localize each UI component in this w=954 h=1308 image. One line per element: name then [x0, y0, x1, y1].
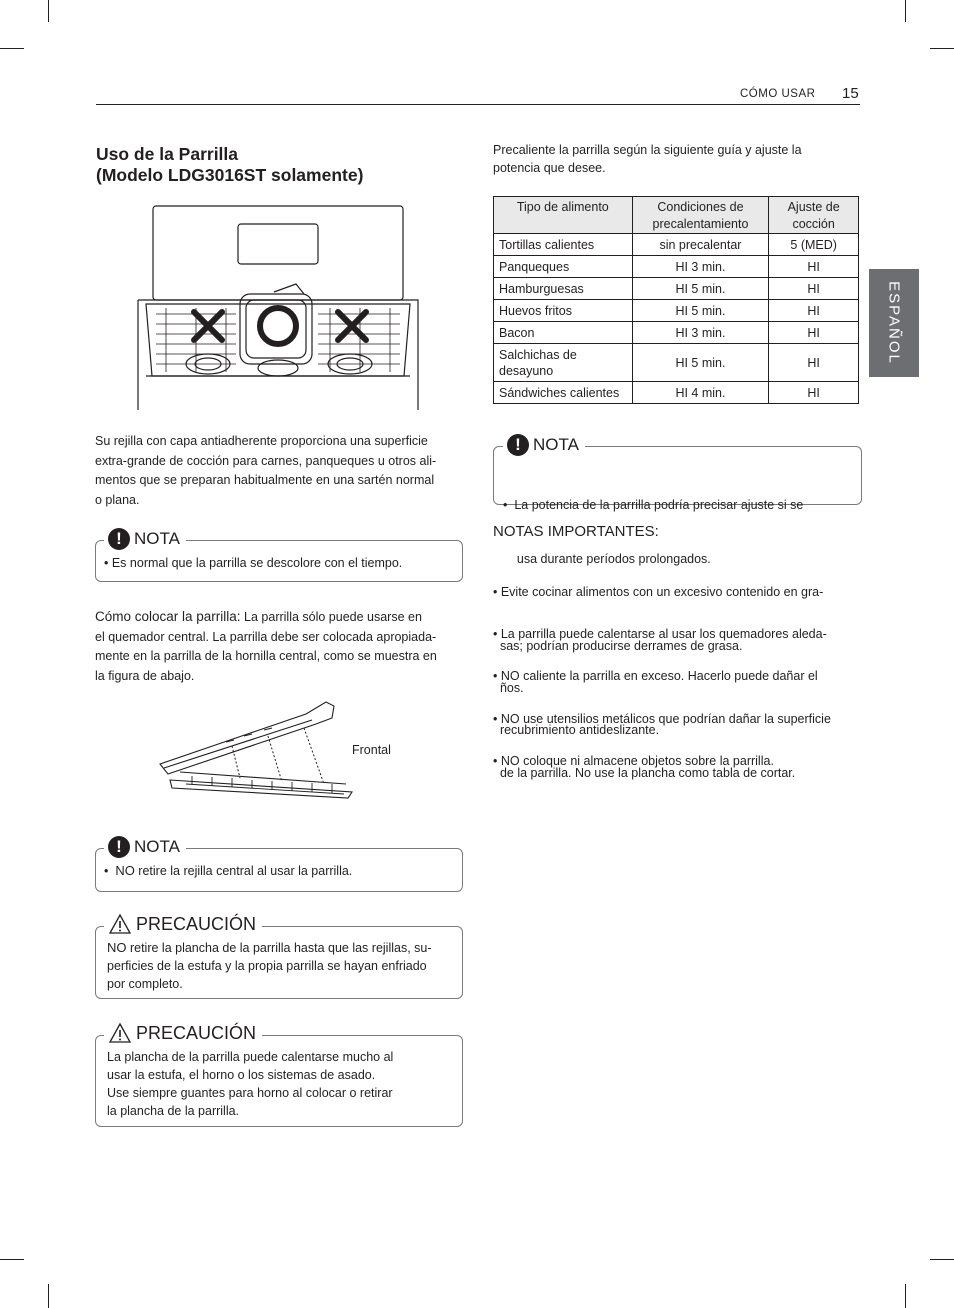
- list-item-line: • La parrilla puede calentarse al usar los quemadores aleda-: [493, 627, 827, 641]
- caution-line: la plancha de la parrilla.: [107, 1104, 240, 1118]
- crop-mark: [0, 1259, 24, 1260]
- language-tab: [869, 269, 919, 377]
- intro-line: extra-grande de cocción para carnes, panqueques u otros ali-: [95, 453, 437, 468]
- table-row: [494, 344, 859, 382]
- table-row: [494, 300, 859, 322]
- list-item-line: • NO use utensilios metálicos que podrían dañar la superficie: [493, 712, 831, 726]
- title-line-1: Uso de la Parrilla: [96, 144, 239, 164]
- table-cell: HI: [769, 322, 859, 344]
- preheat-intro-line: Precaliente la parrilla según la siguiente guía y ajuste la: [493, 143, 802, 157]
- table-cell: sin precalentar: [632, 234, 769, 256]
- placement-line: la figura de abajo.: [95, 668, 195, 683]
- table-cell: HI: [769, 382, 859, 404]
- table-cell: Panqueques: [494, 256, 633, 278]
- exclamation-icon: !: [108, 836, 130, 858]
- figure-label: Frontal: [352, 743, 391, 757]
- caution-line: perficies de la estufa y la propia parrilla se hayan enfriado: [107, 959, 427, 973]
- table-header-cell: Tipo de alimento: [494, 197, 633, 234]
- note-line: usa durante períodos prolongados.: [503, 552, 711, 566]
- crop-mark: [905, 1284, 906, 1308]
- preheat-table: [493, 196, 859, 404]
- exclamation-icon: !: [108, 528, 130, 550]
- note-text: • NO retire la rejilla central al usar la parrilla.: [104, 863, 353, 878]
- table-cell: HI 4 min.: [632, 382, 769, 404]
- table-row: [494, 234, 859, 256]
- caution-heading: [104, 913, 262, 935]
- caution-line: Use siempre guantes para horno al colocar o retirar: [107, 1086, 393, 1100]
- table-cell: HI 3 min.: [632, 322, 769, 344]
- caution-label: PRECAUCIÓN: [136, 1022, 257, 1043]
- note-heading: [104, 836, 186, 858]
- title-line-2: (Modelo LDG3016ST solamente): [96, 165, 364, 185]
- crop-mark: [930, 1259, 954, 1260]
- note-heading: [104, 528, 186, 550]
- intro-line: Su rejilla con capa antiadherente proporciona una superficie: [95, 434, 428, 448]
- header-rule: [96, 104, 860, 105]
- table-cell: HI 5 min.: [632, 278, 769, 300]
- placement-line: La parrilla sólo puede usarse en: [240, 610, 422, 624]
- table-cell: Hamburguesas: [494, 278, 633, 300]
- placement-paragraph: [95, 607, 437, 686]
- crop-mark: [905, 0, 906, 22]
- placement-line: el quemador central. La parrilla debe ser colocada apropiada-: [95, 629, 437, 644]
- caution-heading: [104, 1022, 262, 1044]
- note-label: NOTA: [533, 435, 579, 454]
- table-row: [494, 382, 859, 404]
- caution-emphasis: NO: [107, 940, 127, 955]
- grill-placement-illustration: [156, 698, 356, 800]
- table-cell: 5 (MED): [769, 234, 859, 256]
- table-header-row: [494, 197, 859, 234]
- list-item-line: • NO coloque ni almacene objetos sobre la parrilla.: [493, 754, 774, 768]
- table-header-cell: Condiciones de precalentamiento: [632, 197, 769, 234]
- table-cell: HI 5 min.: [632, 300, 769, 322]
- placement-heading: Cómo colocar la parrilla:: [95, 609, 241, 624]
- list-item-line: de la parrilla. No use la plancha como tabla de cortar.: [493, 766, 796, 780]
- note-text-rest: retire la rejilla central al usar la parrilla.: [134, 864, 353, 878]
- caution-label: PRECAUCIÓN: [136, 913, 257, 934]
- language-tab-label: ESPAÑOL: [885, 281, 903, 365]
- table-row: [494, 256, 859, 278]
- table-cell: Sándwiches calientes: [494, 382, 633, 404]
- table-cell: Huevos fritos: [494, 300, 633, 322]
- table-cell: HI: [769, 256, 859, 278]
- table-cell: Tortillas calientes: [494, 234, 633, 256]
- crop-mark: [0, 48, 24, 49]
- caution-line: usar la estufa, el horno o los sistemas de asado.: [107, 1068, 376, 1082]
- list-item-line: • Evite cocinar alimentos con un excesivo contenido en gra-: [493, 585, 824, 599]
- table-row: [494, 322, 859, 344]
- table-cell: HI: [769, 278, 859, 300]
- note-heading: [503, 434, 585, 456]
- section-label: CÓMO USAR: [740, 88, 816, 100]
- table-cell: Salchichas de desayuno: [494, 344, 633, 382]
- table-cell: HI: [769, 300, 859, 322]
- table-cell: HI: [769, 344, 859, 382]
- note-emphasis: NO: [115, 863, 135, 878]
- warning-triangle-icon: [108, 913, 132, 935]
- exclamation-icon: !: [507, 434, 529, 456]
- crop-mark: [48, 0, 49, 22]
- page-title: [96, 144, 363, 186]
- list-item: [493, 716, 774, 788]
- table-header-cell: Ajuste de cocción: [769, 197, 859, 234]
- page-number: 15: [842, 85, 859, 102]
- list-item-line: • NO caliente la parrilla en exceso. Hacerlo puede dañar el: [493, 669, 818, 683]
- placement-line: mente en la parrilla de la hornilla central, como se muestra en: [95, 649, 437, 663]
- note-line: • La potencia de la parrilla podría precisar ajuste si se: [503, 498, 804, 512]
- intro-line: mentos que se preparan habitualmente en una sartén normal: [95, 473, 435, 487]
- table-cell: HI 5 min.: [632, 344, 769, 382]
- crop-mark: [48, 1284, 49, 1308]
- warning-triangle-icon: [108, 1022, 132, 1044]
- caution-text: [107, 1048, 393, 1120]
- caution-line: retire la plancha de la parrilla hasta que las rejillas, su-: [126, 941, 432, 955]
- range-illustration: [136, 204, 420, 412]
- table-row: [494, 278, 859, 300]
- crop-mark: [930, 48, 954, 49]
- list-item-line: sas; podrían producirse derrames de grasa.: [493, 639, 743, 653]
- note-label: NOTA: [134, 529, 180, 548]
- note-label: NOTA: [134, 837, 180, 856]
- table-cell: HI 3 min.: [632, 256, 769, 278]
- important-notes-heading: NOTAS IMPORTANTES:: [493, 523, 659, 540]
- list-item-line: ños.: [493, 681, 524, 695]
- list-item-line: recubrimiento antideslizante.: [493, 723, 660, 737]
- note-text: • Es normal que la parrilla se descolore con el tiempo.: [104, 556, 403, 570]
- preheat-intro-line: potencia que desee.: [493, 161, 606, 175]
- preheat-intro: [493, 141, 802, 177]
- caution-line: por completo.: [107, 977, 183, 991]
- intro-paragraph: [95, 432, 436, 510]
- caution-text: [107, 939, 432, 993]
- caution-line: La plancha de la parrilla puede calentarse mucho al: [107, 1050, 394, 1064]
- intro-line: o plana.: [95, 492, 140, 507]
- table-cell: Bacon: [494, 322, 633, 344]
